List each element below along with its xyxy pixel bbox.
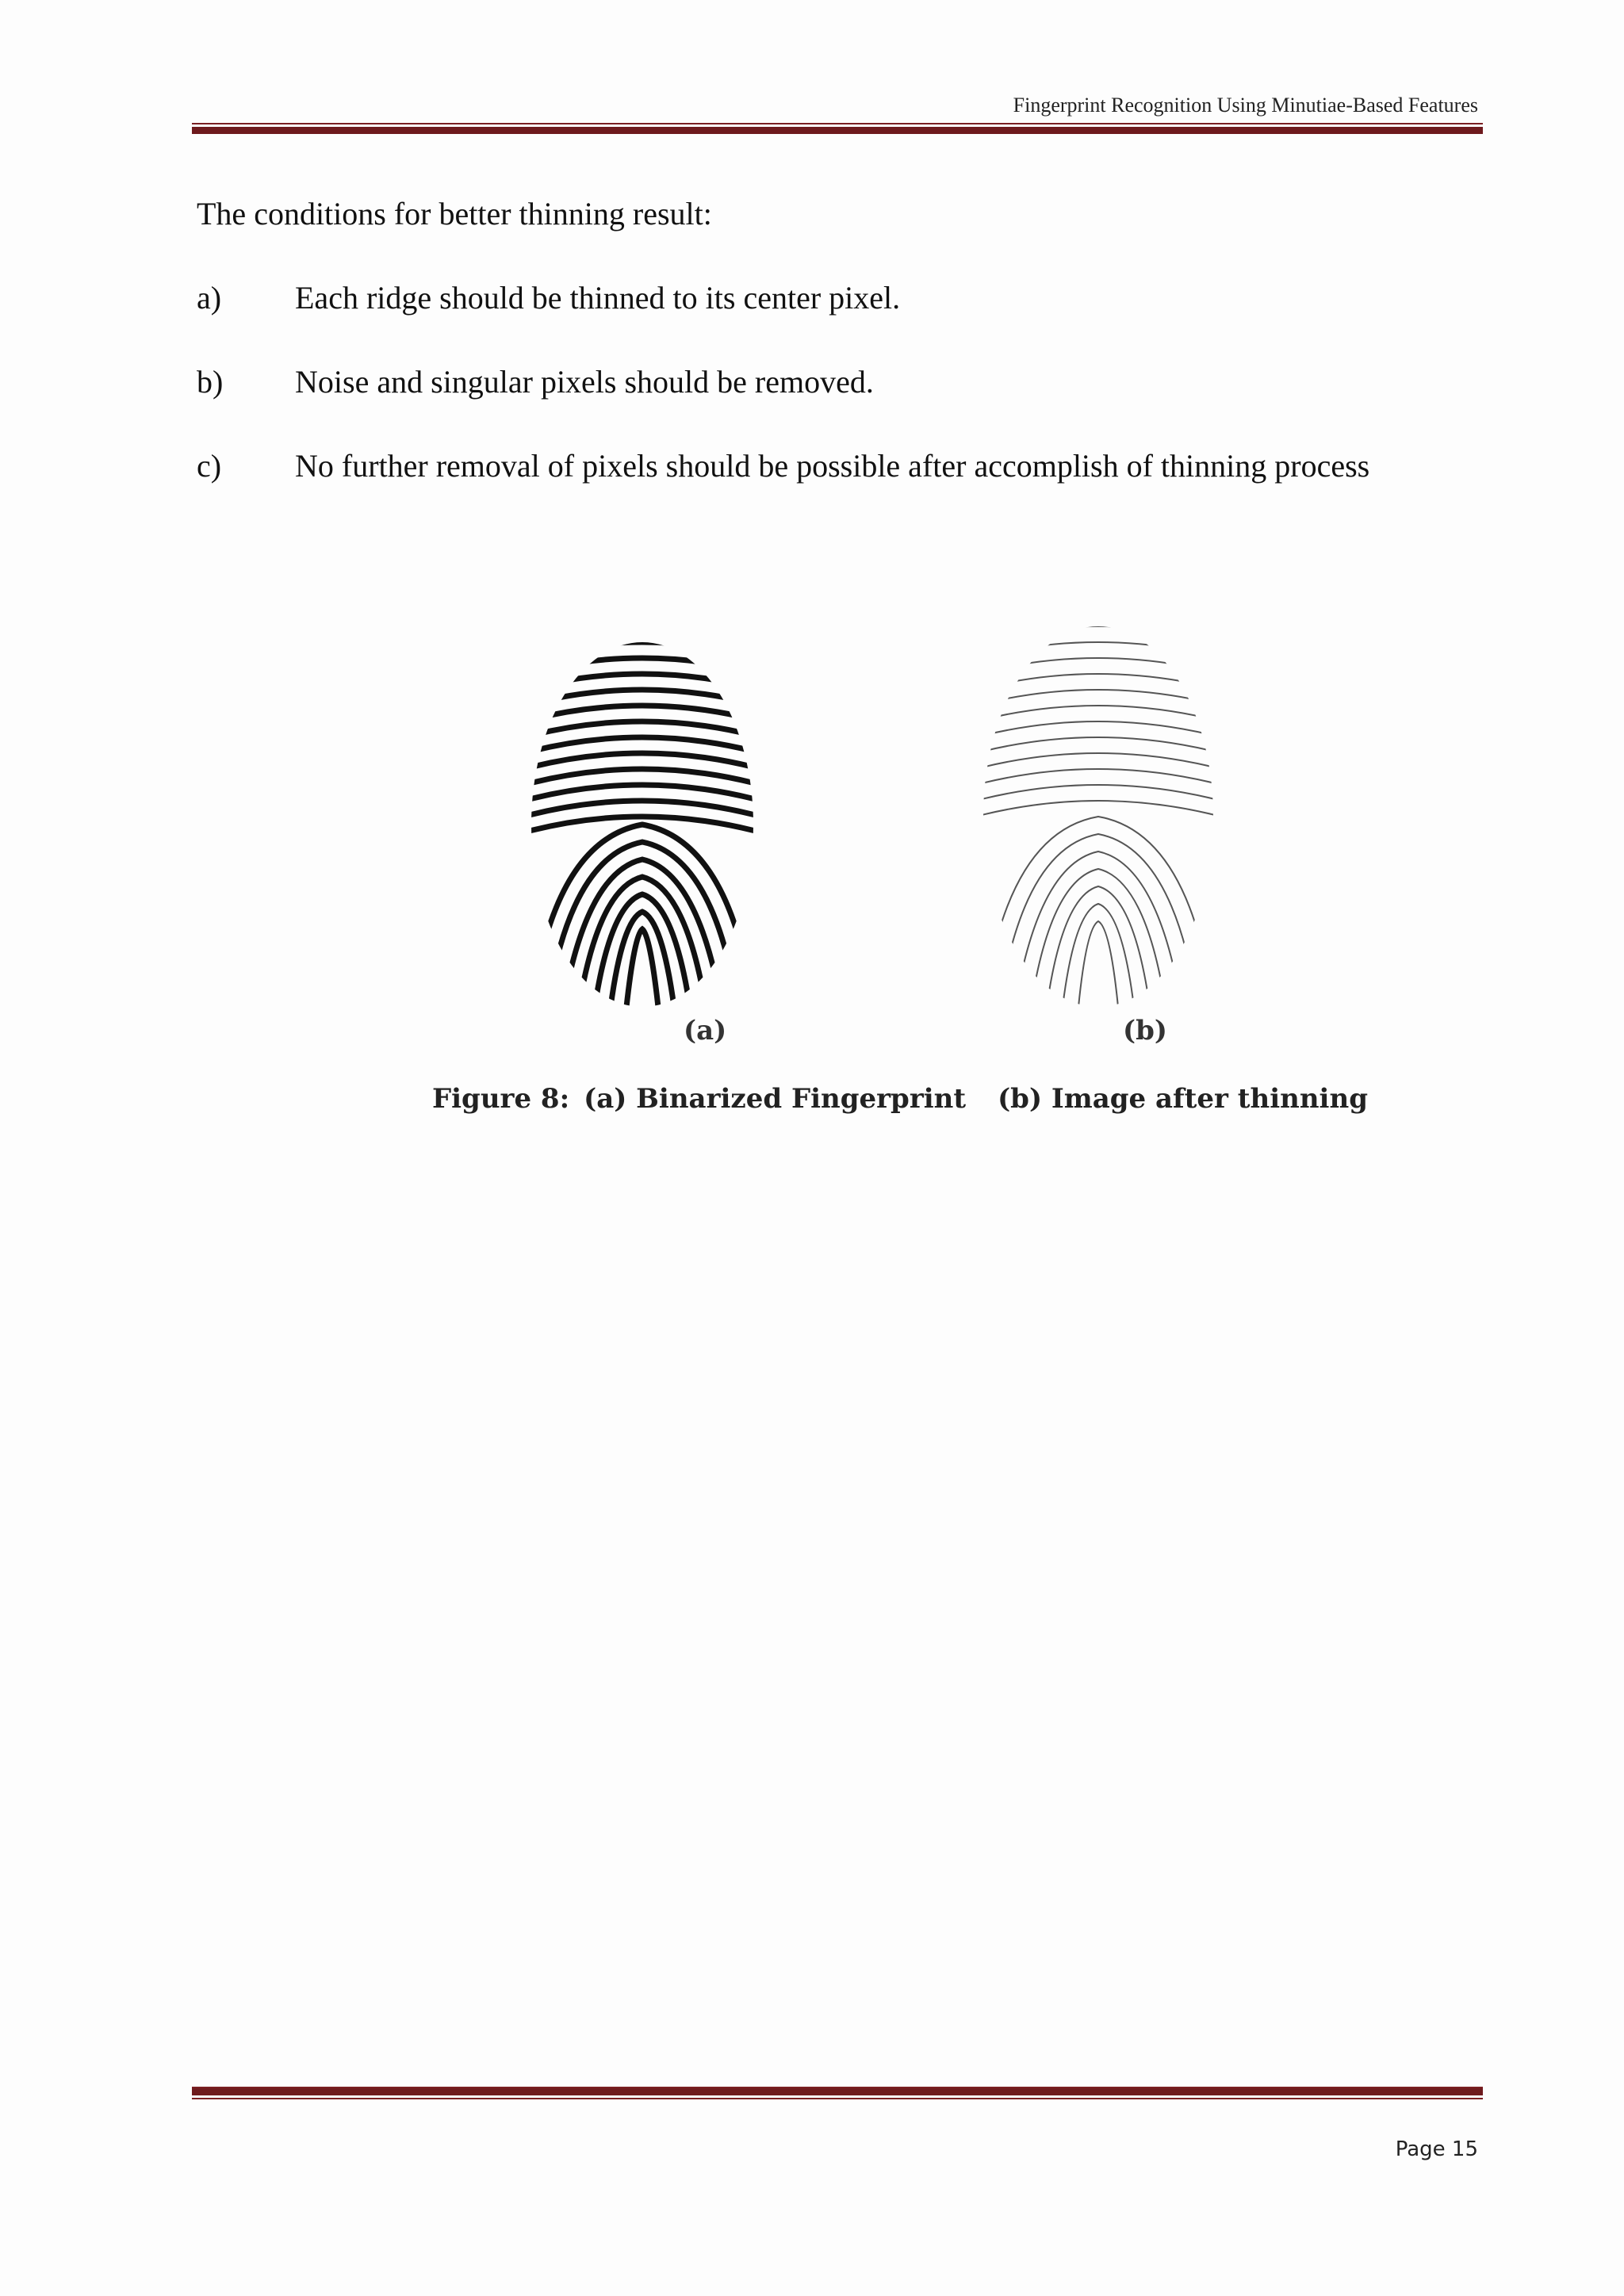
binarized-fingerprint-image xyxy=(523,634,761,1015)
list-item-text: No further removal of pixels should be possible after accomplish of thinning process xyxy=(295,448,1370,484)
list-item-text: Noise and singular pixels should be removed. xyxy=(295,364,874,400)
caption-a: (a) Binarized Fingerprint xyxy=(584,1083,967,1115)
thinned-fingerprint-image xyxy=(975,618,1221,1015)
intro-text: The conditions for better thinning result: xyxy=(197,196,712,232)
caption-b: (b) Image after thinning xyxy=(998,1083,1368,1115)
figure-8 xyxy=(428,603,1300,1142)
subfigure-a-label: (a) xyxy=(684,1015,727,1047)
list-marker: b) xyxy=(197,364,224,400)
list-item-text: Each ridge should be thinned to its center pixel. xyxy=(295,280,901,316)
page-number: Page 15 xyxy=(1395,2137,1478,2161)
figure-caption xyxy=(432,1083,1368,1115)
caption-label: Figure 8: xyxy=(432,1083,570,1115)
subfigure-b-label: (b) xyxy=(1123,1015,1167,1047)
list-marker: a) xyxy=(197,280,222,316)
footer-rule xyxy=(192,2087,1483,2099)
header-rule xyxy=(192,123,1483,134)
list-marker: c) xyxy=(197,448,222,484)
running-header: Fingerprint Recognition Using Minutiae-Based Features xyxy=(1013,94,1478,117)
